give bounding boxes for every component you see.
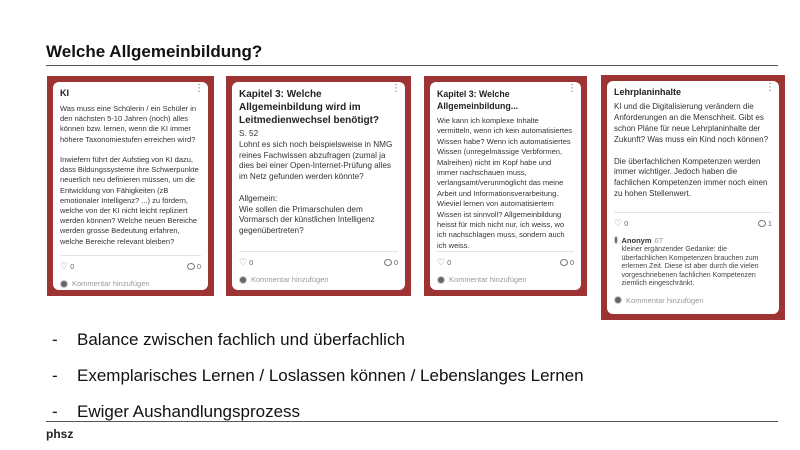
- avatar: [239, 276, 247, 284]
- card-title: Kapitel 3: Welche Allgemeinbildung wird im Leitmedienwechsel benötigt?: [239, 89, 380, 126]
- padlet-card-kapitel3-a[interactable]: [232, 82, 405, 290]
- comment-item: [614, 236, 772, 289]
- card-body: Was muss eine Schülerin / ein Schüler in den nächsten 5-10 Jahren (noch) alles können bzw. lernen, wenn die KI immer höhere Taxonomiestufen erreichen wird? Inwiefern führt der Aufstieg von KI dazu, dass Bildungssysteme ihre Schwerpunkte neuerlich neu definieren müssen, um die Entwicklung von Fähigkeiten (zB emotionaler Intelligenz? ...) zu fördern, welche von der KI nicht leicht repliziert werden können? Welche neuen Bereiche werden grosse Bedeutung erfahren, welche Bereiche relevant bleiben?: [60, 104, 199, 246]
- comment-count-button[interactable]: [758, 219, 772, 228]
- card-menu-icon[interactable]: ⋮: [567, 83, 577, 94]
- card-menu-icon[interactable]: ⋮: [391, 83, 401, 94]
- comment-count: 0: [569, 258, 574, 267]
- add-comment-placeholder: Kommentar hinzufügen: [72, 279, 150, 288]
- add-comment-field[interactable]: [239, 275, 398, 284]
- comment-time: 6T: [654, 236, 664, 245]
- like-count: 0: [447, 258, 452, 267]
- card-menu-icon[interactable]: ⋮: [765, 82, 775, 93]
- card-body: S. 52 Lohnt es sich noch beispielsweise in NMG reines Fachwissen abzufragen (zumal ja dies bei einer Open-Internet-Prüfung alles im Netz gefunden werden könnte? Allgemein: Wie sollen die Primarschulen dem Vormarsch der künstlichen Intelligenz gegenübertreten?: [239, 129, 393, 236]
- comment-icon: [758, 220, 766, 227]
- comment-icon: [560, 259, 568, 266]
- avatar: [60, 280, 68, 288]
- card-frame-kapitel3-a: [226, 76, 411, 296]
- comment-count: 0: [393, 258, 398, 267]
- bullet-text: Exemplarisches Lernen / Loslassen können / Lebenslanges Lernen: [77, 366, 584, 385]
- card-footer: [437, 251, 574, 284]
- add-comment-field[interactable]: [437, 275, 574, 284]
- like-button[interactable]: [239, 257, 253, 268]
- footer-divider: [46, 421, 778, 422]
- like-count: 0: [249, 258, 254, 267]
- heart-icon: ♡: [614, 218, 623, 228]
- heart-icon: ♡: [60, 261, 69, 271]
- card-title: Lehrplaninhalte: [614, 87, 682, 97]
- add-comment-placeholder: Kommentar hinzufügen: [251, 275, 329, 284]
- add-comment-placeholder: Kommentar hinzufügen: [626, 295, 704, 305]
- card-footer: [614, 212, 772, 305]
- like-button[interactable]: [60, 261, 74, 272]
- footer-logo-text: phsz: [46, 427, 74, 441]
- avatar: [614, 296, 622, 304]
- heart-icon: ♡: [437, 257, 446, 267]
- card-footer: [60, 255, 201, 288]
- bullet-dash: -: [52, 402, 58, 421]
- avatar: [437, 276, 445, 284]
- bullet-text: Ewiger Aushandlungsprozess: [77, 402, 301, 421]
- comment-count-button[interactable]: [384, 258, 398, 267]
- card-title: Kapitel 3: Welche Allgemeinbildung...: [437, 89, 519, 111]
- heart-icon: ♡: [239, 257, 248, 267]
- comment-author: Anonym: [621, 236, 652, 245]
- like-count: 0: [70, 262, 75, 271]
- bullet-text: Balance zwischen fachlich und überfachlich: [77, 330, 405, 349]
- add-comment-field[interactable]: [614, 296, 772, 305]
- bullet-item: [52, 358, 584, 394]
- add-comment-placeholder: Kommentar hinzufügen: [449, 275, 527, 284]
- like-button[interactable]: [614, 218, 628, 229]
- card-body: KI und die Digitalisierung verändern die Anforderungen an die Menschheit. Gibt es schon Pläne für neue Lehrplaninhalte der Zukunft? Was muss ein Kind noch können? Die überfachlichen Kompetenzen werden immer wichtiger. Jedoch haben die fachlichen Kompetenzen immer noch einen zu hohen Stellenwert.: [614, 102, 769, 199]
- card-footer: [239, 251, 398, 284]
- bullet-list: [52, 322, 584, 430]
- comment-icon: [187, 263, 195, 270]
- comment-icon: [384, 259, 392, 266]
- padlet-card-lehrplaninhalte[interactable]: [607, 81, 779, 314]
- comment-count: 1: [767, 219, 772, 228]
- card-title: KI: [60, 88, 69, 98]
- add-comment-field[interactable]: [60, 279, 201, 288]
- comment-count-button[interactable]: [187, 262, 201, 271]
- comment-count: 0: [196, 262, 201, 271]
- card-frame-lehrplaninhalte: [601, 75, 785, 320]
- bullet-item: [52, 394, 584, 430]
- bullet-item: [52, 322, 584, 358]
- title-divider: [46, 65, 778, 66]
- card-frame-ki: [47, 76, 214, 296]
- slide-title: Welche Allgemeinbildung?: [46, 42, 263, 61]
- comment-count-button[interactable]: [560, 258, 574, 267]
- comment-text: kleiner ergänzender Gedanke: die überfachlichen Kompetenzen brauchen zum erlernen Zeit. Diese ist aber durch die vielen vorgeschriebenen fachlichen Kompetenzen ziemlich eingeschränkt.: [621, 246, 759, 288]
- padlet-card-kapitel3-b[interactable]: [430, 82, 581, 290]
- bullet-dash: -: [52, 330, 58, 349]
- card-frame-kapitel3-b: [424, 76, 587, 296]
- padlet-card-ki[interactable]: [53, 82, 208, 290]
- bullet-dash: -: [52, 366, 58, 385]
- card-menu-icon[interactable]: ⋮: [194, 83, 204, 94]
- like-count: 0: [624, 219, 629, 228]
- card-body: Wie kann ich komplexe Inhalte vermitteln, wenn ich kein automatisiertes Wissen habe? Wenn ich automatisiertes Wissen (unregelmässige Verbformen, Malreihen) nicht im Kopf habe und immer nachschauen muss, verlangsamt/verunmöglicht das meine Arbeit und Informationsverarbeitung. Wieviel lernen von automatisiertem Wissen ist sinnvoll? Allgemeinbildung heisst für mich nicht nur, ich weiss, wo ich nachschlagen muss, sondern auch ich weiss.: [437, 116, 573, 250]
- avatar: [614, 236, 618, 244]
- like-button[interactable]: [437, 257, 451, 268]
